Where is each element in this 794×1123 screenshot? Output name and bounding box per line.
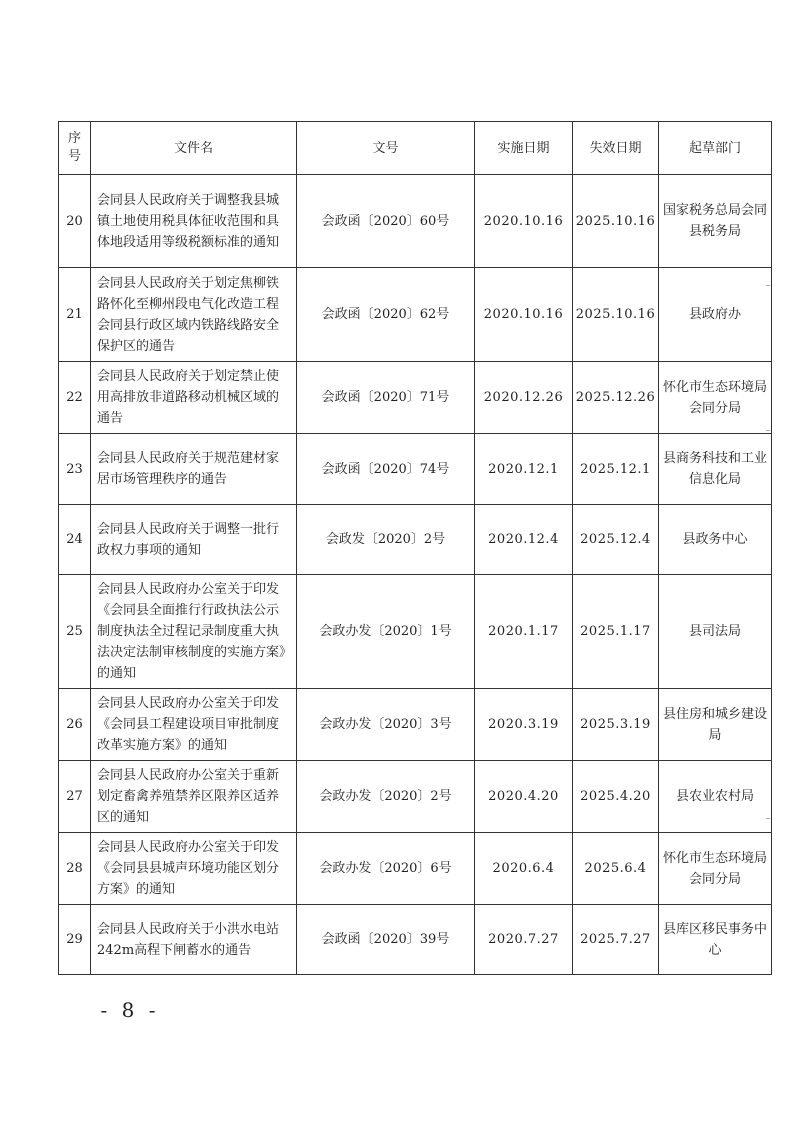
cell-end-date: 2025.12.26 [573, 362, 659, 434]
cell-end-date: 2025.12.4 [573, 505, 659, 575]
cell-no: 28 [59, 833, 91, 905]
table-row [59, 761, 772, 833]
cell-no: 22 [59, 362, 91, 434]
cell-title: 会同县人民政府办公室关于印发《会同县全面推行行政执法公示制度执法全过程记录制度重大执法决定法制审核制度的实施方案》的通知 [91, 575, 297, 689]
cell-title: 会同县人民政府关于调整一批行政权力事项的通知 [91, 505, 297, 575]
header-dept: 起草部门 [659, 122, 772, 175]
cell-title: 会同县人民政府关于调整我县城镇土地使用税具体征收范围和具体地段适用等级税额标准的通知 [91, 175, 297, 268]
cell-doc-no: 会政函〔2020〕74号 [297, 434, 475, 505]
cell-end-date: 2025.10.16 [573, 268, 659, 362]
cell-start-date: 2020.10.16 [475, 175, 573, 268]
cell-title: 会同县人民政府关于小洪水电站242m高程下闸蓄水的通告 [91, 905, 297, 975]
cell-no: 27 [59, 761, 91, 833]
cell-start-date: 2020.6.4 [475, 833, 573, 905]
header-no [59, 122, 91, 175]
cell-doc-no: 会政函〔2020〕60号 [297, 175, 475, 268]
cell-no: 24 [59, 505, 91, 575]
cell-dept: 县住房和城乡建设局 [659, 689, 772, 761]
cell-no: 20 [59, 175, 91, 268]
cell-dept: 怀化市生态环境局会同分局 [659, 362, 772, 434]
cell-doc-no: 会政函〔2020〕62号 [297, 268, 475, 362]
cell-end-date: 2025.3.19 [573, 689, 659, 761]
cell-start-date: 2020.12.26 [475, 362, 573, 434]
cell-no: 25 [59, 575, 91, 689]
cell-end-date: 2025.6.4 [573, 833, 659, 905]
cell-start-date: 2020.3.19 [475, 689, 573, 761]
cell-start-date: 2020.7.27 [475, 905, 573, 975]
page-number: - 8 - [100, 998, 160, 1022]
cell-doc-no: 会政办发〔2020〕1号 [297, 575, 475, 689]
margin-mark [766, 430, 770, 431]
cell-end-date: 2025.4.20 [573, 761, 659, 833]
table-header-row [59, 122, 772, 175]
margin-mark [766, 285, 770, 286]
table-row [59, 575, 772, 689]
cell-end-date: 2025.7.27 [573, 905, 659, 975]
cell-start-date: 2020.12.1 [475, 434, 573, 505]
cell-no: 26 [59, 689, 91, 761]
header-start-date: 实施日期 [475, 122, 573, 175]
cell-title: 会同县人民政府关于划定禁止使用高排放非道路移动机械区域的通告 [91, 362, 297, 434]
cell-title: 会同县人民政府关于规范建材家居市场管理秩序的通告 [91, 434, 297, 505]
header-no-text: 序号 [67, 131, 81, 164]
cell-no: 29 [59, 905, 91, 975]
cell-doc-no: 会政办发〔2020〕2号 [297, 761, 475, 833]
table-row [59, 689, 772, 761]
table-row [59, 362, 772, 434]
cell-doc-no: 会政函〔2020〕71号 [297, 362, 475, 434]
regulation-table [58, 121, 772, 975]
cell-end-date: 2025.12.1 [573, 434, 659, 505]
cell-dept: 县政府办 [659, 268, 772, 362]
table-row [59, 505, 772, 575]
cell-dept: 怀化市生态环境局会同分局 [659, 833, 772, 905]
cell-doc-no: 会政发〔2020〕2号 [297, 505, 475, 575]
cell-dept: 县司法局 [659, 575, 772, 689]
cell-start-date: 2020.4.20 [475, 761, 573, 833]
table-row [59, 833, 772, 905]
cell-dept: 县政务中心 [659, 505, 772, 575]
cell-no: 21 [59, 268, 91, 362]
cell-no: 23 [59, 434, 91, 505]
cell-end-date: 2025.1.17 [573, 575, 659, 689]
cell-doc-no: 会政办发〔2020〕6号 [297, 833, 475, 905]
cell-end-date: 2025.10.16 [573, 175, 659, 268]
header-title: 文件名 [91, 122, 297, 175]
table-row [59, 905, 772, 975]
cell-doc-no: 会政函〔2020〕39号 [297, 905, 475, 975]
cell-start-date: 2020.12.4 [475, 505, 573, 575]
table-row [59, 434, 772, 505]
header-end-date: 失效日期 [573, 122, 659, 175]
cell-title: 会同县人民政府办公室关于印发《会同县工程建设项目审批制度改革实施方案》的通知 [91, 689, 297, 761]
cell-dept: 县农业农村局 [659, 761, 772, 833]
table-row [59, 175, 772, 268]
cell-title: 会同县人民政府办公室关于印发《会同县县城声环境功能区划分方案》的通知 [91, 833, 297, 905]
cell-title: 会同县人民政府办公室关于重新划定畜禽养殖禁养区限养区适养区的通知 [91, 761, 297, 833]
table-row [59, 268, 772, 362]
cell-doc-no: 会政办发〔2020〕3号 [297, 689, 475, 761]
cell-start-date: 2020.1.17 [475, 575, 573, 689]
cell-start-date: 2020.10.16 [475, 268, 573, 362]
header-doc-no: 文号 [297, 122, 475, 175]
margin-mark [766, 818, 770, 819]
cell-dept: 县商务科技和工业信息化局 [659, 434, 772, 505]
cell-dept: 国家税务总局会同县税务局 [659, 175, 772, 268]
cell-dept: 县库区移民事务中心 [659, 905, 772, 975]
cell-title: 会同县人民政府关于划定焦柳铁路怀化至柳州段电气化改造工程会同县行政区域内铁路线路安全保护区的通告 [91, 268, 297, 362]
